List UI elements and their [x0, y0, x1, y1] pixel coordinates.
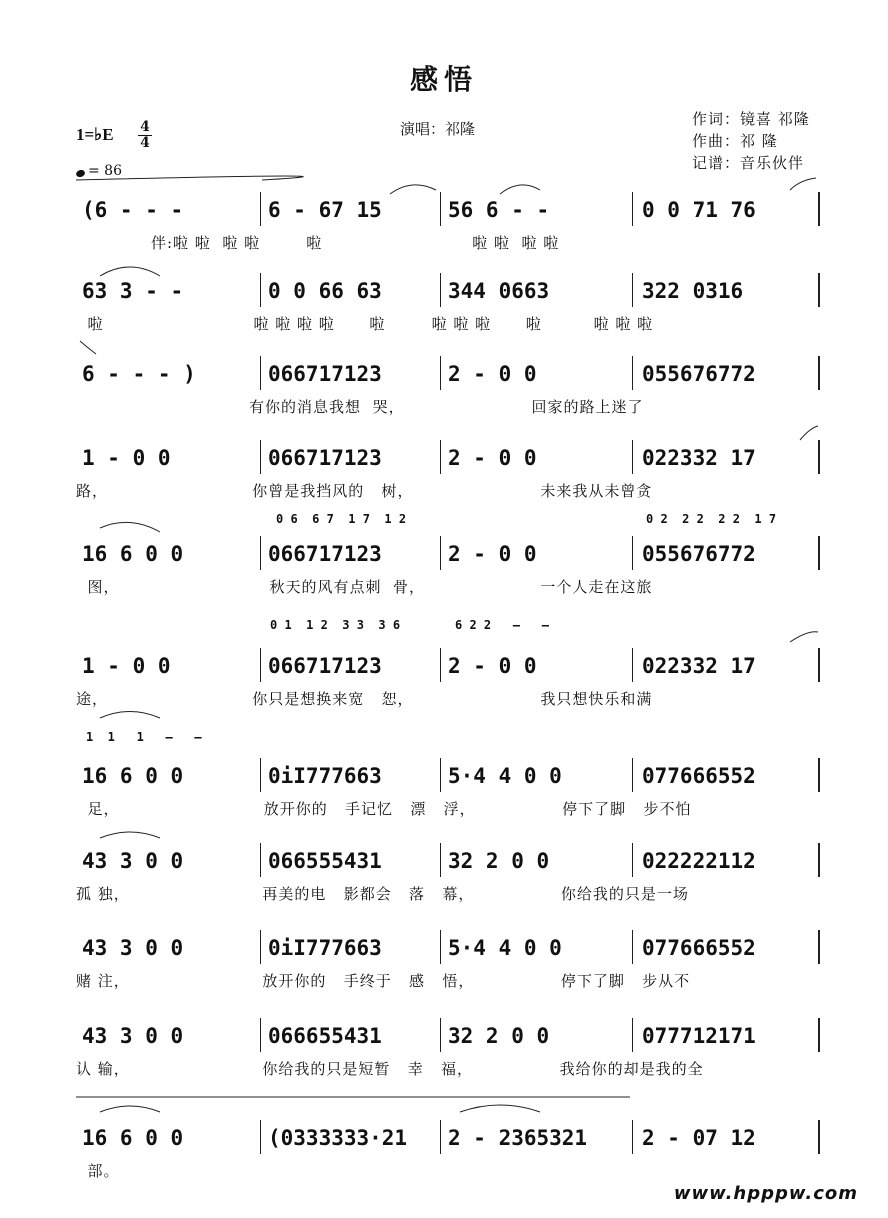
time-signature — [138, 120, 152, 151]
measure — [642, 356, 756, 396]
measure-notes: 066555431 — [268, 849, 382, 873]
music-row — [76, 1120, 818, 1160]
bar-line — [632, 273, 633, 307]
measure-notes: 43 3 0 0 — [82, 1024, 184, 1048]
music-row — [76, 273, 818, 313]
bar-line — [632, 536, 633, 570]
composer-credit: 作曲：祁 隆 — [692, 132, 778, 150]
measure — [82, 192, 183, 232]
measure — [268, 1018, 382, 1058]
measure — [448, 1018, 549, 1058]
measure-notes: 0iI777663 — [268, 936, 382, 960]
measure — [448, 440, 537, 480]
bar-line — [440, 648, 441, 682]
bar-line — [440, 1018, 441, 1052]
bar-line — [260, 930, 261, 964]
bar-line — [260, 758, 261, 792]
measure — [448, 1120, 587, 1160]
measure — [268, 648, 382, 688]
measure-notes: 16 6 0 0 — [82, 542, 184, 566]
tempo-value: = 86 — [88, 163, 122, 179]
measure — [82, 1120, 183, 1160]
cue-line-4: 6 2 2 — — — [455, 618, 549, 632]
measure-notes: 2 - 0 0 — [448, 654, 537, 678]
lyric-line: 伴:啦 啦 啦 啦 啦 啦 啦 啦 啦 — [76, 234, 560, 252]
measure-notes: 022332 17 — [642, 446, 756, 470]
measure-notes: 2 - 0 0 — [448, 446, 537, 470]
measure — [448, 930, 562, 970]
bar-line — [818, 536, 820, 570]
measure-notes: 055676772 — [642, 362, 756, 386]
measure-notes: 077712171 — [642, 1024, 756, 1048]
bar-line — [818, 1018, 820, 1052]
music-row — [76, 192, 818, 232]
music-row — [76, 758, 818, 798]
measure — [448, 192, 549, 232]
bar-line — [632, 648, 633, 682]
lyric-line: 有你的消息我想 哭， 回家的路上迷了 — [76, 398, 644, 416]
measure-notes: 1 - 0 0 — [82, 446, 171, 470]
measure-notes: 43 3 0 0 — [82, 936, 184, 960]
measure — [82, 273, 183, 313]
time-signature-top: 4 — [140, 119, 150, 135]
measure — [448, 758, 562, 798]
measure — [82, 930, 183, 970]
measure — [642, 843, 756, 883]
bar-line — [260, 440, 261, 474]
music-row — [76, 536, 818, 576]
bar-line — [440, 536, 441, 570]
bar-line — [818, 273, 820, 307]
bar-line — [260, 273, 261, 307]
measure-notes: (6 - - - — [82, 198, 184, 222]
singer-credit: 演唱：祁隆 — [400, 120, 476, 138]
measure — [268, 758, 382, 798]
measure — [268, 356, 382, 396]
measure-notes: 1 - 0 0 — [82, 654, 171, 678]
bar-line — [632, 930, 633, 964]
measure — [642, 536, 756, 576]
measure — [448, 843, 549, 883]
lyric-line: 啦 啦 啦 啦 啦 啦 啦 啦 啦 啦 啦 啦 啦 — [76, 315, 654, 333]
bar-line — [440, 440, 441, 474]
transcriber-credit: 记谱：音乐伙伴 — [692, 154, 805, 172]
cue-line-1: 0 6 6 7 1 7 1 2 — [276, 512, 407, 526]
key-signature: 1=♭E — [76, 125, 114, 144]
bar-line — [260, 356, 261, 390]
music-row — [76, 1018, 818, 1058]
lyric-line: 孤 独， 再美的电 影都会 落 幕， 你给我的只是一场 — [76, 885, 689, 903]
measure — [642, 930, 756, 970]
measure-notes: 066717123 — [268, 654, 382, 678]
measure — [642, 1018, 756, 1058]
bar-line — [260, 192, 261, 226]
bar-line — [632, 192, 633, 226]
quarter-note-icon — [75, 169, 86, 179]
bar-line — [818, 758, 820, 792]
cue-line-3: 0 1 1 2 3 3 3 6 — [270, 618, 401, 632]
music-row — [76, 356, 818, 396]
measure-notes: 322 0316 — [642, 279, 744, 303]
measure-notes: 2 - 0 0 — [448, 542, 537, 566]
measure-notes: 6 - - - ) — [82, 362, 196, 386]
measure-notes: 344 0663 — [448, 279, 550, 303]
measure-notes: 16 6 0 0 — [82, 1126, 184, 1150]
measure — [448, 536, 537, 576]
bar-line — [818, 648, 820, 682]
measure — [642, 440, 756, 480]
bar-line — [632, 1018, 633, 1052]
measure — [82, 758, 183, 798]
bar-line — [818, 192, 820, 226]
measure — [268, 273, 382, 313]
bar-line — [440, 843, 441, 877]
measure-notes: 022222112 — [642, 849, 756, 873]
lyric-line: 足， 放开你的 手记忆 漂 浮， 停下了脚 步不怕 — [76, 800, 692, 818]
measure-notes: 2 - 2365321 — [448, 1126, 588, 1150]
measure — [82, 536, 183, 576]
measure-notes: 077666552 — [642, 936, 756, 960]
lyricist-credit: 作词：镜喜 祁隆 — [692, 110, 810, 128]
bar-line — [818, 1120, 820, 1154]
lyric-line: 路， 你曾是我挡风的 树， 未来我从未曾贪 — [76, 482, 653, 500]
measure-notes: 5·4 4 0 0 — [448, 936, 562, 960]
measure-notes: 6 - 67 15 — [268, 198, 382, 222]
measure-notes: 56 6 - - — [448, 198, 550, 222]
measure-notes: 066717123 — [268, 362, 382, 386]
measure-notes: 066717123 — [268, 542, 382, 566]
lyric-line: 途， 你只是想换来宽 恕， 我只想快乐和满 — [76, 690, 653, 708]
measure-notes: 63 3 - - — [82, 279, 184, 303]
bar-line — [260, 843, 261, 877]
measure-notes: 077666552 — [642, 764, 756, 788]
measure-notes: 43 3 0 0 — [82, 849, 184, 873]
tempo-marking — [76, 163, 122, 179]
bar-line — [440, 192, 441, 226]
measure-notes: 055676772 — [642, 542, 756, 566]
bar-line — [440, 273, 441, 307]
bar-line — [818, 356, 820, 390]
measure — [268, 843, 382, 883]
measure — [448, 648, 537, 688]
song-title: 感悟 — [409, 63, 478, 96]
bar-line — [632, 440, 633, 474]
bar-line — [260, 1018, 261, 1052]
measure — [82, 843, 183, 883]
measure — [642, 273, 743, 313]
measure-notes: 5·4 4 0 0 — [448, 764, 562, 788]
measure-notes: 066717123 — [268, 446, 382, 470]
measure-notes: 0 0 66 63 — [268, 279, 382, 303]
music-row — [76, 843, 818, 883]
music-row — [76, 648, 818, 688]
measure — [82, 440, 171, 480]
measure — [82, 648, 171, 688]
time-signature-bottom: 4 — [138, 135, 152, 151]
lyric-line: 部。 — [76, 1162, 120, 1180]
music-row — [76, 930, 818, 970]
cue-line-2: 0 2 2 2 2 2 1 7 — [646, 512, 777, 526]
bar-line — [440, 930, 441, 964]
measure — [642, 758, 756, 798]
bar-line — [632, 843, 633, 877]
measure — [448, 356, 537, 396]
lyric-line: 认 输， 你给我的只是短暂 幸 福， 我给你的却是我的全 — [76, 1060, 704, 1078]
measure — [268, 536, 382, 576]
measure — [268, 440, 382, 480]
music-row — [76, 440, 818, 480]
bar-line — [632, 1120, 633, 1154]
measure — [268, 1120, 407, 1160]
bar-line — [440, 1120, 441, 1154]
measure — [268, 192, 382, 232]
measure — [82, 356, 196, 396]
bar-line — [632, 356, 633, 390]
lyric-line: 图， 秋天的风有点刺 骨， 一个人走在这旅 — [76, 578, 653, 596]
measure-notes: 066655431 — [268, 1024, 382, 1048]
bar-line — [440, 758, 441, 792]
measure-notes: 32 2 0 0 — [448, 1024, 550, 1048]
measure — [642, 192, 756, 232]
cue-line-5: 1 1 1 — — — [86, 730, 202, 744]
measure — [448, 273, 549, 313]
watermark: www.hpppw.com — [673, 1183, 858, 1204]
bar-line — [818, 440, 820, 474]
measure-notes: (0333333·21 — [268, 1126, 408, 1150]
measure-notes: 0 0 71 76 — [642, 198, 756, 222]
measure — [642, 1120, 756, 1160]
bar-line — [818, 843, 820, 877]
measure-notes: 022332 17 — [642, 654, 756, 678]
lyric-line: 赌 注， 放开你的 手终于 感 悟， 停下了脚 步从不 — [76, 972, 691, 990]
bar-line — [260, 1120, 261, 1154]
bar-line — [260, 648, 261, 682]
measure-notes: 0iI777663 — [268, 764, 382, 788]
measure-notes: 16 6 0 0 — [82, 764, 184, 788]
measure-notes: 2 - 0 0 — [448, 362, 537, 386]
bar-line — [260, 536, 261, 570]
measure — [268, 930, 382, 970]
measure-notes: 2 - 07 12 — [642, 1126, 756, 1150]
measure — [642, 648, 756, 688]
bar-line — [818, 930, 820, 964]
measure — [82, 1018, 183, 1058]
bar-line — [632, 758, 633, 792]
bar-line — [440, 356, 441, 390]
measure-notes: 32 2 0 0 — [448, 849, 550, 873]
